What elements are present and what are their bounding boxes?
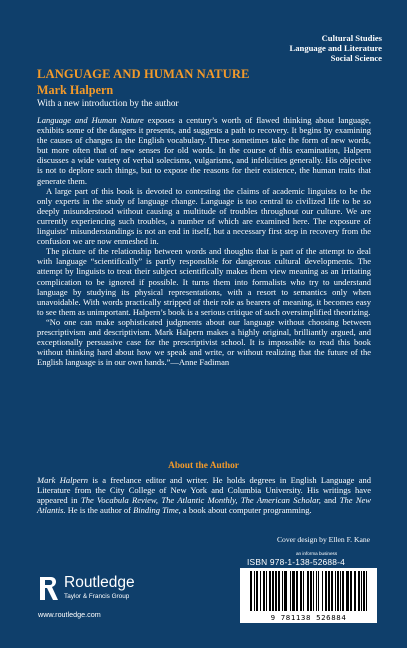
barcode-bar xyxy=(350,571,352,611)
blurb-paragraph-3: The picture of the relationship between words and thoughts that is part of the attempt to deal with language “scientifically” is partly responsible for dangerous cultural developments. The attempt by linguists to treat their subject scientifically makes them view meaning as an irritating complication to be ignored if possible. It turns them into formalists who try to understand language by studying its physical representations, with a resort to semantics only when unavoidable. With words practically stripped of their role as bearers of meaning, it becomes easy to see them as unimportant. Halpern’s book is a serious critique of such oversimplified theorizing. xyxy=(37,246,371,317)
barcode-bar xyxy=(254,571,255,611)
blurb-text: exposes a century’s worth of flawed thinking about language, exhibits some of the dangers it presents, and suggests a path to recovery. It begins by examining the causes of changes in the English vocabulary. These sometimes take the form of new words, but more often that of new senses for old words. In the course of this examination, Halpern discusses a wide variety of verbal solecisms, vulgarisms, and infelicities generally. His objective is not to deplore such things, but to expose the reasons for their existence, the human traits that generate them. xyxy=(37,115,371,186)
barcode-bars xyxy=(240,568,377,614)
barcode-bar xyxy=(292,571,295,611)
book-reference: Binding Time xyxy=(133,505,179,516)
barcode-bar xyxy=(318,571,319,611)
barcode-bar xyxy=(325,571,327,611)
barcode-bar xyxy=(346,571,349,611)
barcode-bar xyxy=(335,571,336,611)
book-description xyxy=(37,115,371,367)
routledge-logo-icon xyxy=(38,576,60,602)
blurb-book-title: Language and Human Nature xyxy=(37,115,144,125)
barcode-bar xyxy=(337,571,339,611)
subject-item: Cultural Studies xyxy=(321,33,382,43)
barcode-bar xyxy=(313,571,314,611)
barcode-bar xyxy=(278,571,280,611)
blurb-quote: “No one can make sophisticated judgments about our language without choosing between prescriptivism and descriptivism. Mark Halpern makes a highly original, brilliantly argued, and exceptionally persuasive case for the prescriptivist school. It is impossible to read this book without thinking hard about how we speak and write, or without realizing that the future of the English language is in our own hands.”—Anne Fadiman xyxy=(37,316,371,368)
barcode-bar xyxy=(310,571,312,611)
publisher-name: Routledge xyxy=(64,574,135,591)
isbn-barcode xyxy=(240,568,377,623)
author-name: Mark Halpern xyxy=(37,475,89,485)
about-author-text xyxy=(37,475,371,515)
isbn-label: ISBN 978-1-138-52688-4 xyxy=(247,557,345,567)
barcode-bar xyxy=(358,571,360,611)
barcode-bar xyxy=(282,571,283,611)
barcode-bar xyxy=(363,571,365,611)
barcode-bar xyxy=(250,571,252,611)
barcode-bar xyxy=(300,571,302,611)
barcode-bar xyxy=(269,571,271,611)
barcode-bar xyxy=(307,571,309,611)
barcode-bar xyxy=(272,571,274,611)
blurb-paragraph-1 xyxy=(37,115,371,186)
barcode-bar xyxy=(256,571,258,611)
subject-item: Social Science xyxy=(330,53,382,64)
barcode-bar xyxy=(263,571,265,611)
cover-design-credit: Cover design by Ellen F. Kane xyxy=(276,535,370,544)
barcode-bar xyxy=(354,571,356,611)
barcode-bar xyxy=(328,571,330,611)
subject-categories xyxy=(290,33,382,64)
book-author: Mark Halpern xyxy=(37,83,114,97)
publisher-group: Taylor & Francis Group xyxy=(64,593,130,600)
barcode-bar xyxy=(361,571,362,611)
barcode-bar xyxy=(331,571,333,611)
barcode-bar xyxy=(290,571,291,611)
barcode-number: 9 781138 526884 xyxy=(240,613,377,622)
informa-tagline: an informa business xyxy=(296,551,338,556)
about-author-heading: About the Author xyxy=(168,461,239,471)
subject-item: Language and Literature xyxy=(289,43,382,54)
about-text-part: and xyxy=(320,495,340,506)
barcode-bar xyxy=(296,571,298,611)
barcode-bar xyxy=(266,571,267,611)
barcode-bar xyxy=(284,571,287,611)
publisher-website: www.routledge.com xyxy=(38,610,101,619)
book-title: LANGUAGE AND HUMAN NATURE xyxy=(37,67,250,81)
about-text-part: He is the author of xyxy=(65,505,134,516)
barcode-bar xyxy=(260,571,261,611)
intro-note: With a new introduction by the author xyxy=(37,99,179,109)
barcode-bar xyxy=(275,571,277,611)
barcode-bar xyxy=(322,571,323,611)
publication-list: The Vocabula Review, The Atlantic Monthly, The American Scholar, xyxy=(80,495,321,506)
barcode-bar xyxy=(366,571,367,611)
barcode-bar xyxy=(303,571,304,611)
blurb-paragraph-2: A large part of this book is devoted to contesting the claims of academic linguists to be the only experts in the study of language change. Language is too central to civilized life to be so deeply misunderstood without causing a multitude of troubles throughout our culture. We are currently experiencing such troubles, a number of which are examined here. The exposure of linguists’ misunderstandings is not an end in itself, but a necessary first step in recovery from the confusion we are now enmeshed in. xyxy=(37,185,371,247)
about-text-part: is a freelance editor and writer. He holds degrees in English Language and Literature from the City College of New York and Columbia University. His writings have appeared in xyxy=(37,475,371,506)
publication-name: The New Atlantis. xyxy=(37,495,371,516)
about-text-part: , a book about computer programming. xyxy=(178,505,312,516)
barcode-bar xyxy=(342,571,344,611)
barcode-bar xyxy=(316,571,317,611)
barcode-bar xyxy=(340,571,341,611)
